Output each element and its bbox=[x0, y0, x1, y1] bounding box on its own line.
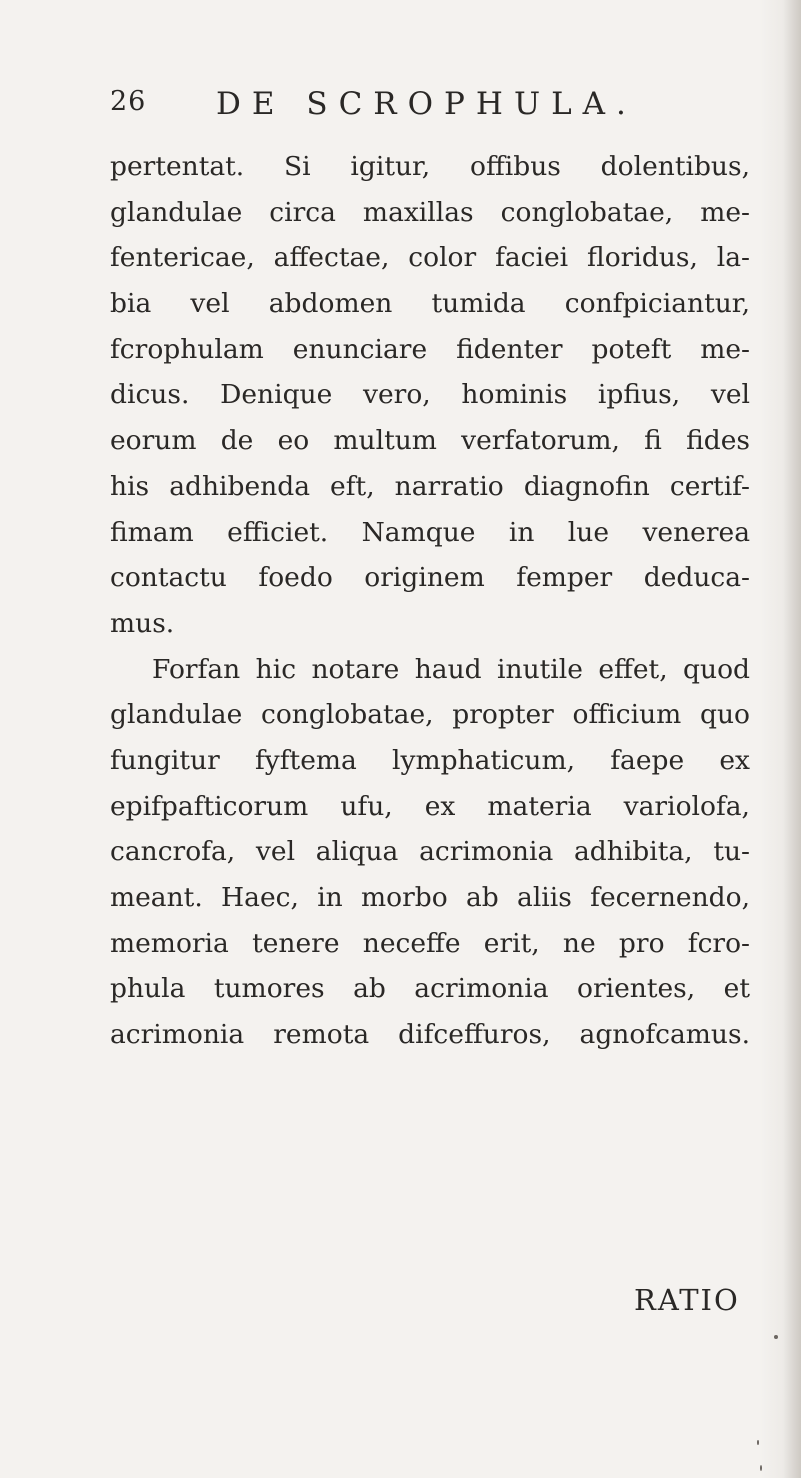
text-line: memoria tenere neceffe erit, ne pro fcro- bbox=[110, 927, 750, 959]
text-line: epifpafticorum ufu, ex materia variolofa, bbox=[110, 790, 750, 822]
page-title: DE SCROPHULA. bbox=[216, 86, 637, 122]
text-line: fcrophulam enunciare fidenter poteft me- bbox=[110, 333, 750, 365]
text-line: contactu foedo originem femper deduca- bbox=[110, 562, 750, 594]
paper-speck bbox=[760, 1465, 762, 1471]
text-line: acrimonia remota difceffuros, agnofcamus. bbox=[110, 1019, 750, 1051]
text-line: dicus. Denique vero, hominis ipfius, vel bbox=[110, 379, 750, 411]
paper-speck bbox=[774, 1335, 778, 1339]
text-line: eorum de eo multum verfatorum, fi fides bbox=[110, 425, 750, 457]
body-text bbox=[110, 144, 750, 1058]
text-line: glandulae conglobatae, propter officium quo bbox=[110, 699, 750, 731]
text-line: Forfan hic notare haud inutile effet, quod bbox=[152, 653, 750, 685]
text-line: cancrofa, vel aliqua acrimonia adhibita, tu- bbox=[110, 836, 750, 868]
catchword: RATIO bbox=[634, 1283, 740, 1317]
text-line: fentericae, affectae, color faciei floridus, la- bbox=[110, 242, 750, 274]
paper-speck bbox=[757, 1440, 759, 1445]
text-line: fungitur fyftema lymphaticum, faepe ex bbox=[110, 744, 750, 776]
text-line: meant. Haec, in morbo ab aliis fecernendo, bbox=[110, 882, 750, 913]
text-line: pertentat. Si igitur, offibus dolentibus, bbox=[110, 151, 750, 182]
page-edge-shadow bbox=[783, 0, 801, 1478]
text-line: fimam efficiet. Namque in lue venerea bbox=[110, 516, 750, 548]
page-number: 26 bbox=[110, 86, 147, 117]
text-line: bia vel abdomen tumida confpiciantur, bbox=[110, 288, 750, 320]
running-head bbox=[110, 86, 670, 126]
text-line: mus. bbox=[110, 607, 175, 639]
text-line: phula tumores ab acrimonia orientes, et bbox=[110, 973, 750, 1005]
text-line: his adhibenda eft, narratio diagnofin certif- bbox=[110, 470, 750, 502]
text-line: glandulae circa maxillas conglobatae, me- bbox=[110, 196, 750, 228]
